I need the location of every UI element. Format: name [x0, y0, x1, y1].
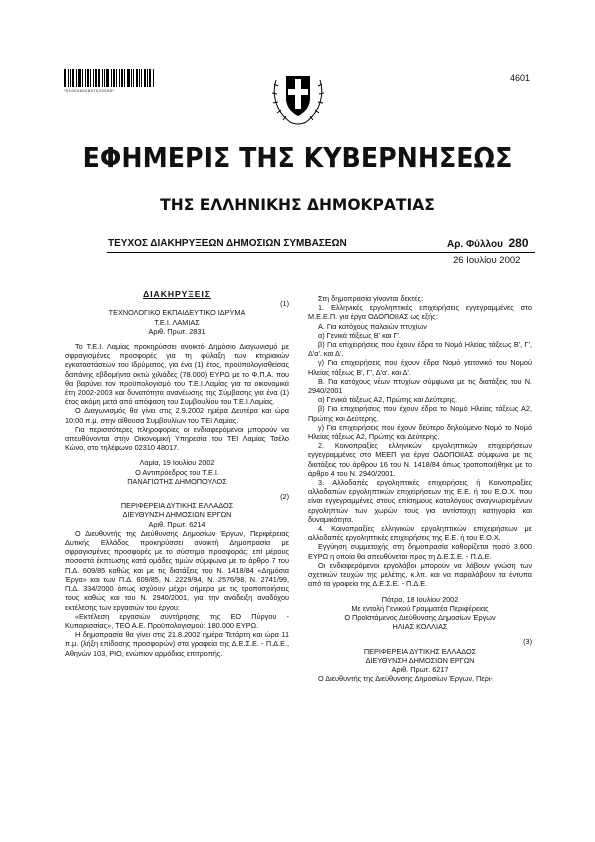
- org-subname: ΔΙΕΥΘΥΝΣΗ ΔΗΜΟΣΙΩΝ ΕΡΓΩΝ: [365, 655, 475, 665]
- series-title: ΤΕΥΧΟΣ ΔΙΑΚΗΡΥΞΕΩΝ ΔΗΜΟΣΙΩΝ ΣΥΜΒΑΣΕΩΝ: [108, 238, 347, 249]
- paragraph: Α. Για κατόχους παλαιών πτυχίων: [318, 321, 427, 331]
- protocol-number: Αριθ. Πρωτ. 6214: [148, 519, 206, 529]
- signer-name: ΗΛΙΑΣ ΚΟΛΛΙΑΣ: [392, 622, 448, 632]
- barcode-bar: [131, 69, 132, 87]
- sheet-number-block: [447, 236, 529, 250]
- paragraph: Ο Διευθυντής της Διεύθυνσης Δημοσίων Έργων, Περιφέρειας Δυτικής Ελλάδος προκηρύσσει ανοικτή Δημοπρασία με σφραγισμένες προσφορές με το σύστημα προσφοράς: επί μέρους ποσοστά έκπτωσης κατά ομάδες τιμών σύμφωνα με το άρθρο 7 του Π.Δ. 609/85 καθώς και με τις διατάξεις του Ν. 1418/84 «Δημόσια Έργα» και των Π.Δ. 609/85, Ν. 2229/94, Ν. 2576/98, Ν. 2741/99, Π.Δ. 334/2000 όπως ισχύουν μέχρι σήμερα με τις τροποποιήσεις τους καθώς και του Ν. 2940/2001, για την ανάδειξη αναδόχου εκτέλεσης των εργασιών του έργου:: [65, 528, 289, 612]
- paragraph: Για περισσότερες πληροφορίες οι ενδιαφερόμενοι μπορούν να απευθύνονται στην Οικονομική Υπηρεσία του ΤΕΙ Λαμίας Τσέλο Κώνο, στο τηλέφωνο 02310 48017.: [65, 424, 289, 453]
- barcode: [64, 63, 156, 87]
- barcode-bar: [93, 69, 94, 87]
- signer-role: Ο Προϊστάμενος Διεύθυνσης Δημοσίων Έργων: [344, 612, 496, 622]
- paragraph: α) Γενικά τάξεως Β' και Γ'.: [318, 330, 401, 340]
- barcode-bar: [87, 69, 89, 87]
- paragraph: β) Για επιχειρήσεις που έχουν έδρα το Νομό Ηλείας τάξεως Β', Γ', Δ'α'. και Δ'.: [308, 340, 532, 359]
- paragraph: 2. Κοινοπραξίες ελληνικών εργοληπτικών επιχειρήσεων εγγεγραμμένες στο ΜΕΕΠ για έργα ΟΔΟΠΟΙΙΑΣ σύμφωνα με τις διατάξεις του άρθρου 16 του Ν. 1418/84 όπως τροποποιήθηκε με το άρθρο 4 του Ν. 2940/2001.: [308, 441, 532, 478]
- barcode-bar: [98, 69, 100, 87]
- barcode-bar: [72, 69, 74, 87]
- barcode-bar: [124, 69, 125, 87]
- barcode-bar: [133, 69, 134, 87]
- barcode-bar: [78, 69, 81, 87]
- notice-number: (1): [280, 299, 289, 309]
- barcode-bar: [113, 69, 115, 87]
- barcode-bar: [70, 69, 71, 87]
- signer-preamble: Με εντολή Γενικού Γραμματέα Περιφέρειας: [351, 603, 489, 613]
- barcode-number: *01002802607020008*: [64, 88, 115, 93]
- barcode-bar: [139, 69, 140, 87]
- barcode-bar: [111, 69, 112, 87]
- org-name: ΠΕΡΙΦΕΡΕΙΑ ΔΥΤΙΚΗΣ ΕΛΛΑΔΟΣ: [363, 646, 477, 656]
- paragraph: Εγγύηση συμμετοχής στη δημοπρασία καθορίζεται ποσό 3.600 ΕΥΡΩ η οποία θα απευθύνεται προς τη Δ.Ε.Σ.Ε. - Π.Δ.Ε.: [308, 542, 532, 561]
- barcode-bar: [149, 69, 151, 87]
- barcode-bar: [76, 69, 77, 87]
- barcode-bar: [90, 69, 91, 87]
- barcode-bar: [119, 69, 120, 87]
- paragraph: Οι ενδιαφερόμενοι εργολάβοι μπορούν να λάβουν γνώση των σχετικών τευχών της μελέτης, κ.λπ. και να παραλάβουν τα έντυπα από τα γραφεία της Δ.Ε.Σ.Ε. - Π.Δ.Ε.: [308, 560, 532, 589]
- header-rule: [107, 252, 535, 253]
- paragraph: Β. Για κατόχους νέων πτυχίων σύμφωνα με τις διατάξεις του Ν. 2940/2001: [308, 376, 532, 396]
- paragraph: β) Για επιχειρήσεις που έχουν έδρα το Νομό Ηλείας τάξεως Α2, Πρώτης και Δεύτερης.: [308, 404, 532, 423]
- greek-coat-of-arms-icon: [268, 62, 328, 128]
- gazette-subtitle: ΤΗΣ ΕΛΛΗΝΙΚΗΣ ΔΗΜΟΚΡΑΤΙΑΣ: [160, 196, 435, 214]
- paragraph: Ο Διευθυντής της Διεύθυνσης Δημοσίων Έργων, Περι-: [318, 674, 493, 684]
- barcode-bar: [147, 69, 148, 87]
- place-date: Πάτρα, 18 Ιουλίου 2002: [381, 594, 459, 604]
- paragraph: γ) Για επιχειρήσεις που έχουν δεύτερο δηλούμενο Νομό το Νομό Ηλείας τάξεως Α2, Πρώτης και Δεύτερης.: [308, 422, 532, 442]
- barcode-bar: [85, 69, 86, 87]
- paragraph: Στη δημοπρασία γίνονται δεκτές:: [318, 294, 424, 303]
- barcode-bar: [64, 69, 66, 87]
- signer-role: Ο Αντιπρόεδρος του Τ.Ε.Ι.: [135, 467, 219, 477]
- barcode-bar: [127, 69, 130, 87]
- barcode-bar: [102, 69, 103, 87]
- sheet-label: Αρ. Φύλλου: [447, 239, 503, 250]
- paragraph: Ο Διαγωνισμός θα γίνει στις 2.9.2002 ημέρα Δευτέρα και ώρα 10:00 π.μ. στην αίθουσα Συμβουλίων του ΤΕΙ Λαμίας.: [65, 406, 289, 425]
- sheet-number: 280: [508, 236, 529, 250]
- barcode-bar: [153, 69, 154, 87]
- paragraph: 3. Αλλοδαπές εργοληπτικές επιχειρήσεις ή Κοινοπραξίες αλλοδαπών εργοληπτικών επιχειρήσεων της Ε.Ε. ή του Ε.Ο.Χ. που είναι εγγεγραμμένες στους επίσημους καταλόγους αναγνωρισμένων εργοληπτών των χωρών τους για αντίστοιχη κατηγορία και δυναμικότητα.: [308, 478, 532, 524]
- left-column: [65, 290, 289, 658]
- barcode-bar: [104, 69, 105, 87]
- notice-number: (2): [280, 492, 289, 502]
- barcode-bar: [95, 69, 97, 87]
- paragraph: 1. Ελληνικές εργοληπτικές επιχειρήσεις εγγεγραμμένες στο Μ.Ε.Ε.Π. για έργα ΟΔΟΠΟΙΙΑΣ ως εξής:: [308, 303, 532, 322]
- paragraph: α) Γενικά τάξεως Α2, Πρώτης και Δεύτερης.: [318, 395, 457, 405]
- paragraph: γ) Για επιχειρήσεις που έχουν έδρα Νομό γειτονικό του Νομού Ηλείας τάξεως Β', Γ', Δ'α'. και Δ'.: [308, 358, 532, 377]
- paragraph: Το Τ.Ε.Ι. Λαμίας προκηρύσσει ανοικτό Δημόσιο Διαγωνισμό με σφραγισμένες προσφορές για τη φύλαξη των κτηριακών εγκαταστάσεων του Ιδρύματος, για ένα (1) έτος, προϋπολογισθείσας δαπάνης εβδομήντα οκτώ χιλιάδες (78.000) ΕΥΡΩ με το Φ.Π.Α. που θα βαρύνει τον προϋπολογισμό του Τ.Ε.Ι.Λαμίας για τα οικονομικά έτη 2002-2003 και δυνατότητα ανανέωσης της Σύμβασης για ένα (1) έτος ακόμη μετά από απόφαση του Συμβουλίου του Τ.Ε.Ι.Λαμίας.: [65, 342, 289, 407]
- issue-date: 26 Ιουλίου 2002: [453, 255, 521, 266]
- org-subname: ΔΙΕΥΘΥΝΣΗ ΔΗΜΟΣΙΩΝ ΕΡΓΩΝ: [122, 510, 232, 520]
- right-column: [308, 294, 532, 683]
- org-name: ΤΕΧΝΟΛΟΓΙΚΟ ΕΚΠΑΙΔΕΥΤΙΚΟ ΙΔΡΥΜΑ: [108, 308, 246, 318]
- barcode-bar: [144, 69, 146, 87]
- org-name: ΠΕΡΙΦΕΡΕΙΑ ΔΥΤΙΚΗΣ ΕΛΛΑΔΟΣ: [120, 501, 234, 511]
- paragraph: «Εκτέλεση εργασιών συντήρησης της ΕΟ Πύργου - Κυπαρισσίας», ΤΕΟ Α.Ε. Προϋπολογισμού: 180.000 ΕΥΡΩ.: [65, 611, 289, 630]
- barcode-bar: [68, 69, 69, 87]
- barcode-bar: [82, 69, 83, 87]
- org-subname: Τ.Ε.Ι. ΛΑΜΙΑΣ: [154, 317, 200, 327]
- barcode-bar: [136, 69, 138, 87]
- paragraph: Η δημοπρασία θα γίνει στις 21.8.2002 ημέρα Τετάρτη και ώρα 11 π.μ. (λήξη επίδοσης προσφορών) στα γραφεία της Δ.Ε.Σ.Ε. - Π.Δ.Ε., Αθηνών 103, ΡΙΟ, ενώπιον αρμόδιας επιτροπής.: [65, 630, 289, 658]
- barcode-bar: [141, 69, 142, 87]
- place-date: Λαμία, 19 Ιουλίου 2002: [139, 458, 215, 468]
- barcode-bar: [121, 69, 123, 87]
- paragraph: 4. Κοινοπραξίες ελληνικών εργοληπτικών επιχειρήσεων με αλλοδαπές εργοληπτικές επιχειρήσεις της Ε.Ε. ή του Ε.Ο.Χ.: [308, 524, 532, 543]
- protocol-number: Αριθ. Πρωτ. 6217: [391, 664, 449, 674]
- protocol-number: Αριθ. Πρωτ. 2831: [148, 326, 206, 336]
- section-title: ΔΙΑΚΗΡΥΞΕΙΣ: [143, 289, 211, 299]
- gazette-title: ΕΦΗΜΕΡΙΣ ΤΗΣ ΚΥΒΕΡΝΗΣΕΩΣ: [82, 142, 513, 174]
- signer-name: ΠΑΝΑΓΙΩΤΗΣ ΔΗΜΟΠΟΥΛΟΣ: [127, 476, 227, 486]
- barcode-bar: [106, 69, 109, 87]
- barcode-bar: [116, 69, 117, 87]
- notice-number: (3): [523, 637, 532, 647]
- page-number: 4601: [509, 73, 530, 83]
